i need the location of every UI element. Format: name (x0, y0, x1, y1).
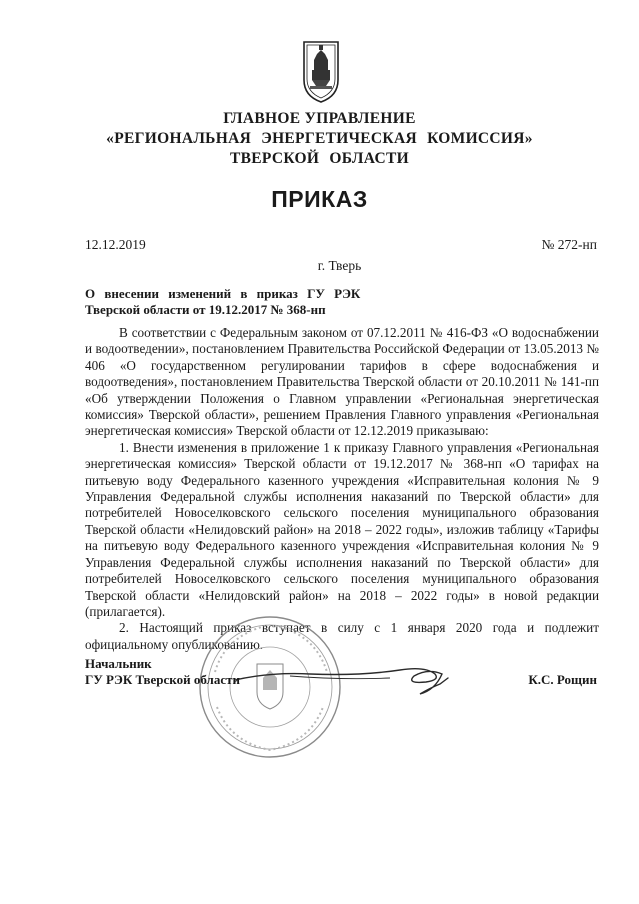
authority-header-line2: «РЕГИОНАЛЬНАЯ ЭНЕРГЕТИЧЕСКАЯ КОМИССИЯ» (106, 130, 533, 147)
signatory-title-line2: ГУ РЭК Тверской области (85, 672, 240, 687)
body-paragraph-1: В соответствии с Федеральным законом от 07.12.2011 № 416-ФЗ «О водоснабжении и водоотведении», постановлением Правительства Российской Федерации от 13.05.2013 № 406 «О государственном регулировании тарифов в сфере водоснабжения и водоотведения», постановлением Правительства Тверской области от 20.10.2011 № 141-пп «Об утверждении Положения о Главном управлении «Региональная энергетическая комиссия» Тверской области», решением Правления Главного управления «Региональная энергетическая комиссия» Тверской области от 12.12.2019 приказываю: (85, 325, 599, 439)
document-number: № 272-нп (541, 237, 597, 252)
signatory-title (85, 656, 240, 688)
document-type-title: ПРИКАЗ (271, 186, 368, 212)
document-subject (85, 286, 385, 318)
signatory-title-line1: Начальник (85, 656, 152, 671)
document-date: 12.12.2019 (85, 237, 146, 252)
body-paragraph-2: 1. Внести изменения в приложение 1 к приказу Главного управления «Региональная энергетическая комиссия» Тверской области от 19.12.2017 № 368-нп «О тарифах на питьевую воду Федерального казенного учреждения «Исправительная колония № 9 Управления Федеральной службы исполнения наказаний по Тверской области» для потребителей Новоселковского сельского поселения муниципального образования Тверской области «Нелидовский район» на 2018 – 2022 годы», изложив таблицу «Тарифы на питьевую воду Федерального казенного учреждения «Исправительная колония № 9 Управления Федеральной службы исполнения наказаний по Тверской области» для потребителей Новоселковского сельского поселения муниципального образования Тверской области «Нелидовский район» на 2018 – 2022 годы» в новой редакции (прилагается). (85, 439, 599, 619)
handwritten-signature (230, 650, 470, 710)
authority-header-line1: ГЛАВНОЕ УПРАВЛЕНИЕ (223, 110, 416, 127)
subject-line2: Тверской области от 19.12.2017 № 368-нп (85, 302, 326, 317)
authority-header-line3: ТВЕРСКОЙ ОБЛАСТИ (230, 150, 409, 167)
document-body (85, 325, 599, 653)
body-paragraph-3: 2. Настоящий приказ вступает в силу с 1 января 2020 года и подлежит официальному опубликованию. (85, 620, 599, 652)
document-city: г. Тверь (317, 258, 362, 273)
subject-line1: О внесении изменений в приказ ГУ РЭК (85, 286, 361, 301)
signatory-name: К.С. Рощин (528, 672, 597, 687)
coat-of-arms-emblem (302, 40, 340, 104)
